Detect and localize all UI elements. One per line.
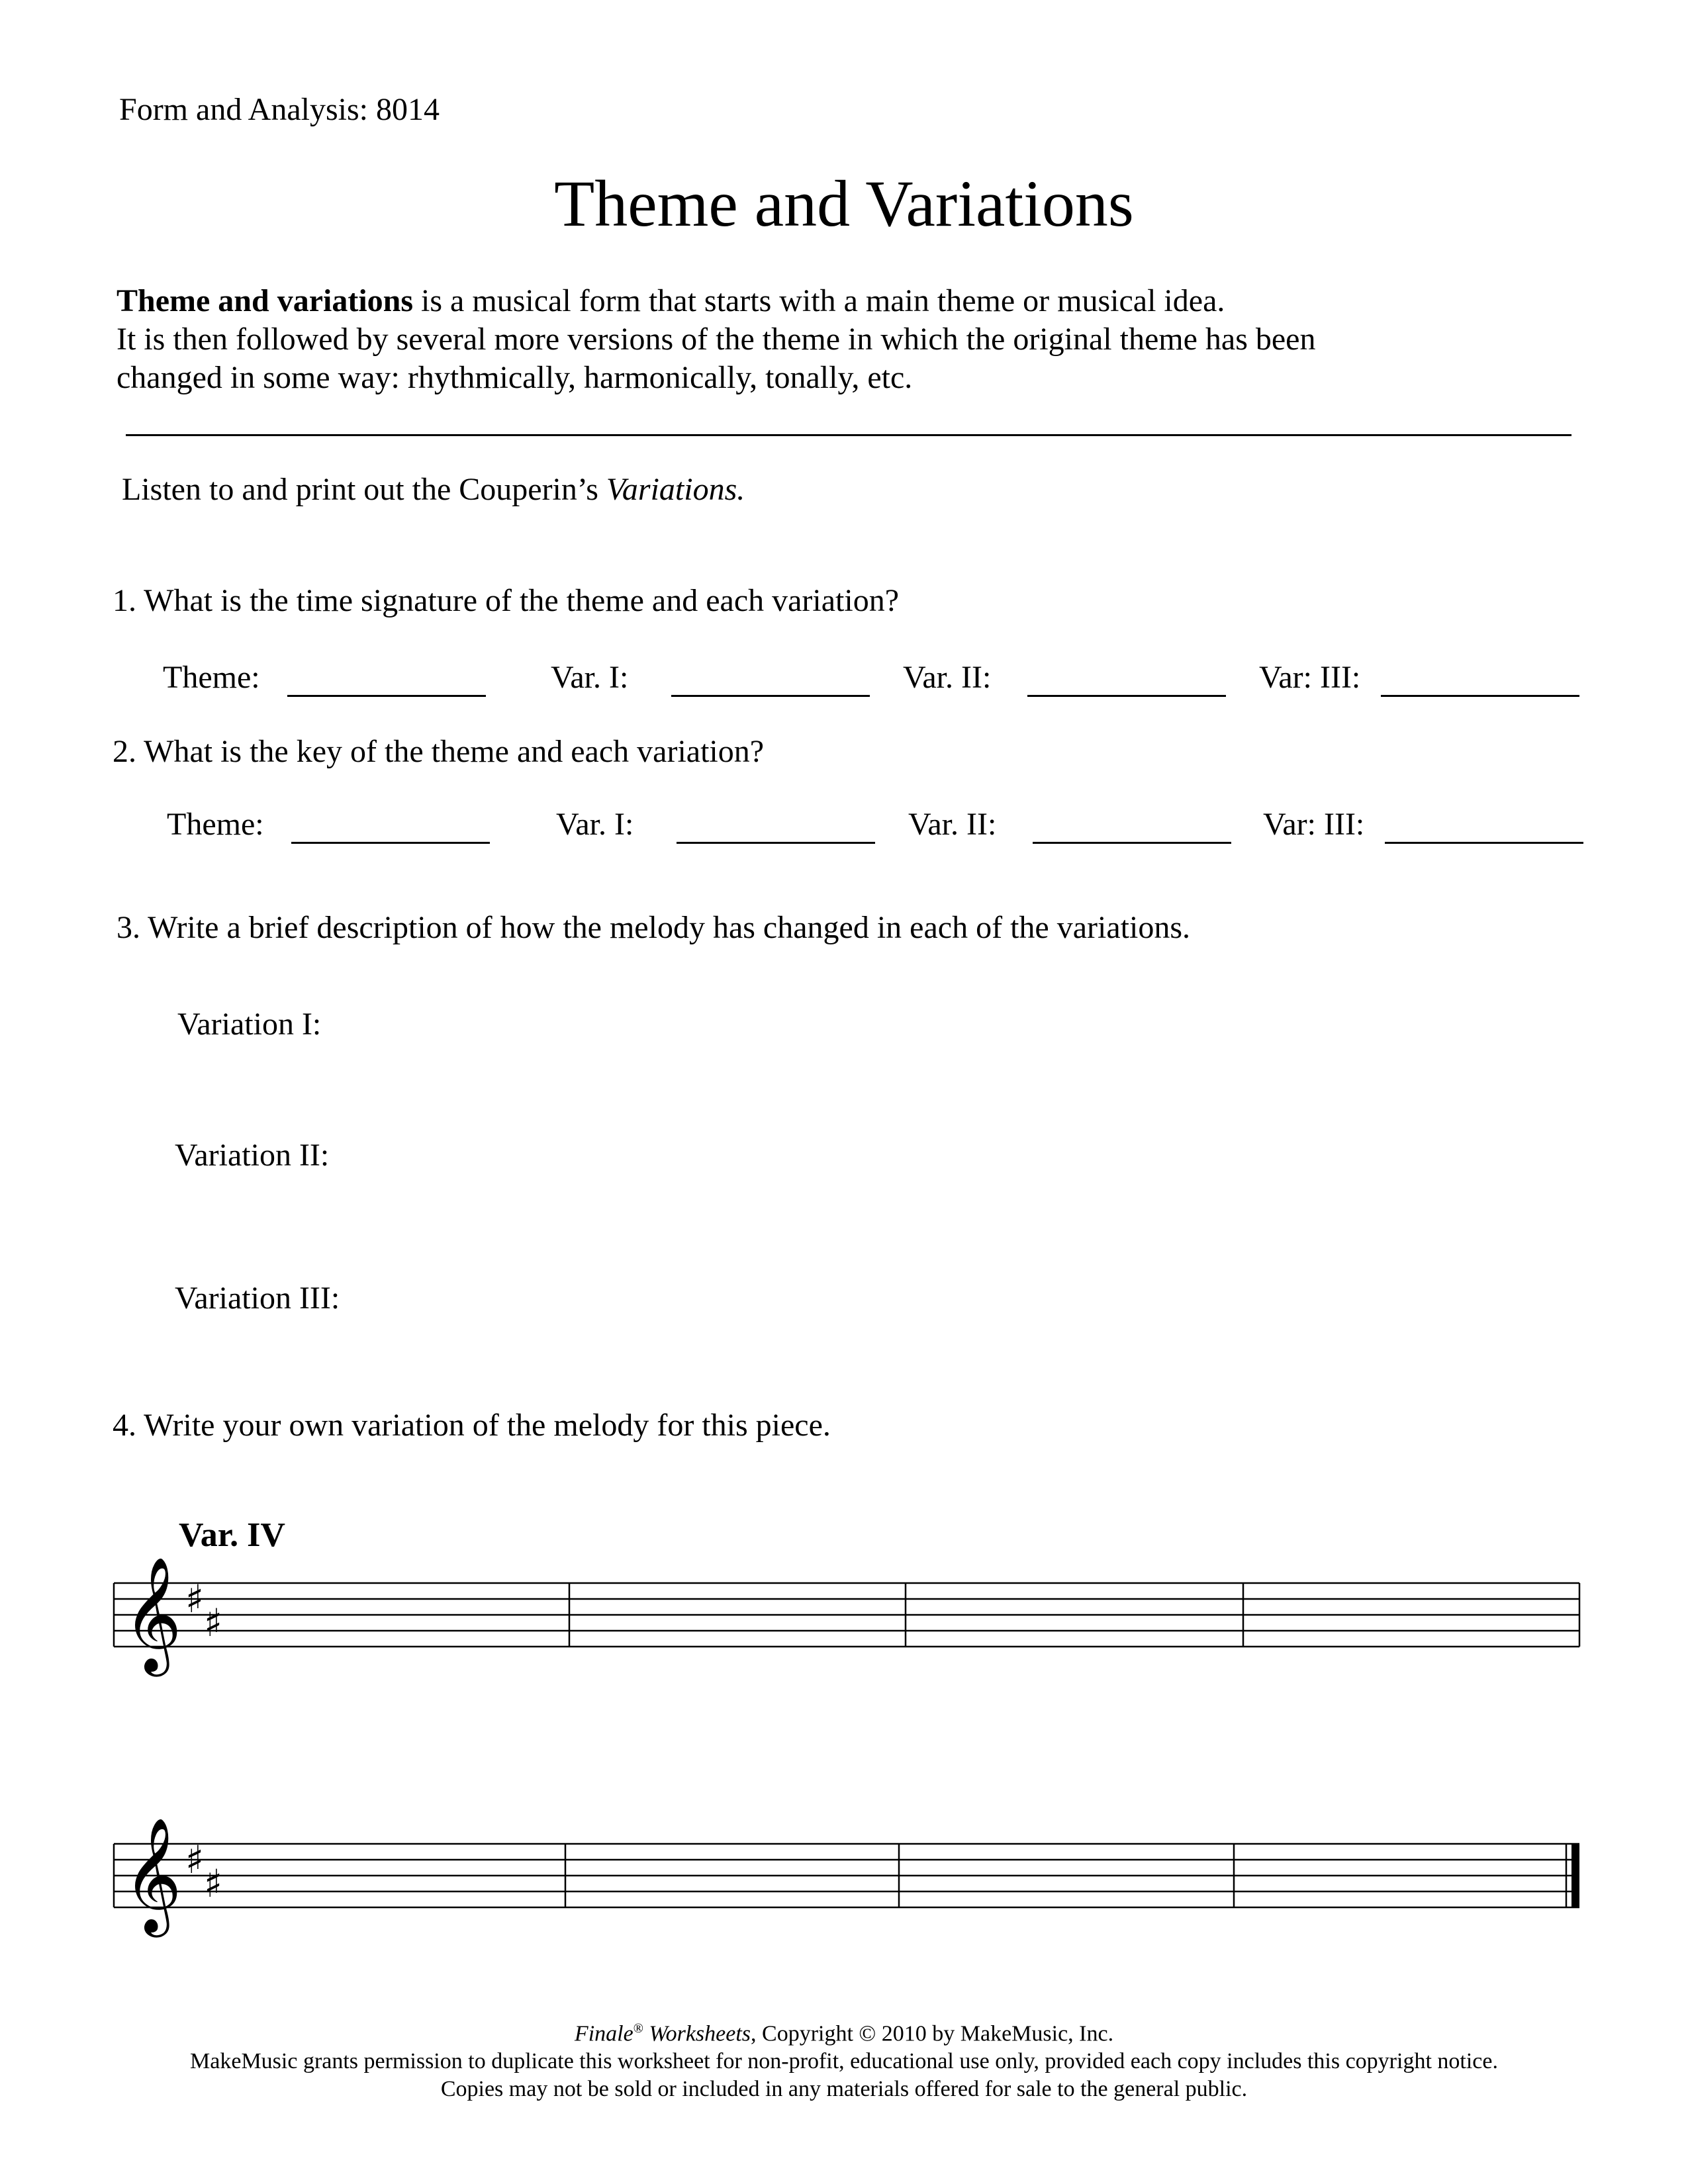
- intro-bold-term: Theme and variations: [117, 283, 414, 318]
- q1-theme-blank[interactable]: [287, 695, 486, 697]
- listen-prefix: Listen to and print out the Couperin’s: [122, 472, 606, 507]
- divider-rule: [126, 434, 1571, 436]
- sharp-c-icon: ♯: [204, 1861, 223, 1906]
- page-title: Theme and Variations: [554, 167, 1134, 240]
- q2-var2-blank[interactable]: [1033, 842, 1231, 844]
- q1-var2-blank[interactable]: [1027, 695, 1226, 697]
- listen-italic: Variations.: [606, 472, 745, 507]
- variation-2-label: Variation II:: [175, 1138, 330, 1173]
- q2-theme-label: Theme:: [167, 807, 264, 842]
- q2-var1-blank[interactable]: [677, 842, 875, 844]
- treble-clef-icon: 𝄞: [123, 1817, 182, 1933]
- staff-system-2[interactable]: [0, 1803, 1688, 1948]
- final-barline: [1571, 1844, 1579, 1907]
- copyright-footer: [0, 2015, 1688, 2103]
- footer-line-3: Copies may not be sold or included in any materials offered for sale to the general public.: [440, 2077, 1248, 2102]
- question-1: 1. What is the time signature of the theme and each variation?: [113, 583, 900, 618]
- question-4: 4. Write your own variation of the melody for this piece.: [113, 1408, 831, 1443]
- sharp-f-icon: ♯: [185, 1837, 205, 1882]
- intro-line-2: It is then followed by several more versions of the theme in which the original theme has been: [117, 322, 1316, 357]
- q1-var1-label: Var. I:: [551, 660, 629, 695]
- q2-var1-label: Var. I:: [556, 807, 634, 842]
- q1-var3-label: Var: III:: [1259, 660, 1361, 695]
- q2-var3-blank[interactable]: [1385, 842, 1583, 844]
- variation-1-label: Variation I:: [177, 1007, 322, 1042]
- sharp-f-icon: ♯: [185, 1576, 205, 1621]
- sharp-c-icon: ♯: [204, 1600, 223, 1645]
- intro-line-1-rest: is a musical form that starts with a main theme or musical idea.: [413, 283, 1225, 318]
- q1-var3-blank[interactable]: [1381, 695, 1579, 697]
- listen-instruction: [122, 471, 745, 508]
- footer-line-1: [0, 2015, 1688, 2048]
- footer-reg-mark: ®: [633, 2021, 643, 2036]
- variation-3-label: Variation III:: [175, 1281, 340, 1316]
- footer-worksheets: Worksheets: [643, 2021, 751, 2046]
- q2-var2-label: Var. II:: [908, 807, 997, 842]
- footer-finale: Finale: [574, 2021, 633, 2046]
- q1-theme-label: Theme:: [163, 660, 260, 695]
- question-3: 3. Write a brief description of how the melody has changed in each of the variations.: [117, 910, 1190, 945]
- intro-paragraph: [117, 282, 1315, 397]
- q2-theme-blank[interactable]: [291, 842, 490, 844]
- q2-var3-label: Var: III:: [1263, 807, 1365, 842]
- q1-var1-blank[interactable]: [671, 695, 870, 697]
- footer-line-2: MakeMusic grants permission to duplicate this worksheet for non-profit, educational use only, provided each copy includes this copyright notice.: [190, 2049, 1498, 2074]
- intro-line-3: changed in some way: rhythmically, harmonically, tonally, etc.: [117, 360, 913, 395]
- q1-var2-label: Var. II:: [903, 660, 992, 695]
- treble-clef-icon: 𝄞: [123, 1557, 182, 1672]
- staff-system-1[interactable]: [0, 1542, 1688, 1688]
- intro-line-1: [117, 282, 1315, 320]
- footer-copyright: , Copyright © 2010 by MakeMusic, Inc.: [751, 2021, 1114, 2046]
- question-2: 2. What is the key of the theme and each variation?: [113, 734, 765, 769]
- staff-title: Var. IV: [179, 1516, 285, 1554]
- worksheet-header: Form and Analysis: 8014: [119, 92, 440, 127]
